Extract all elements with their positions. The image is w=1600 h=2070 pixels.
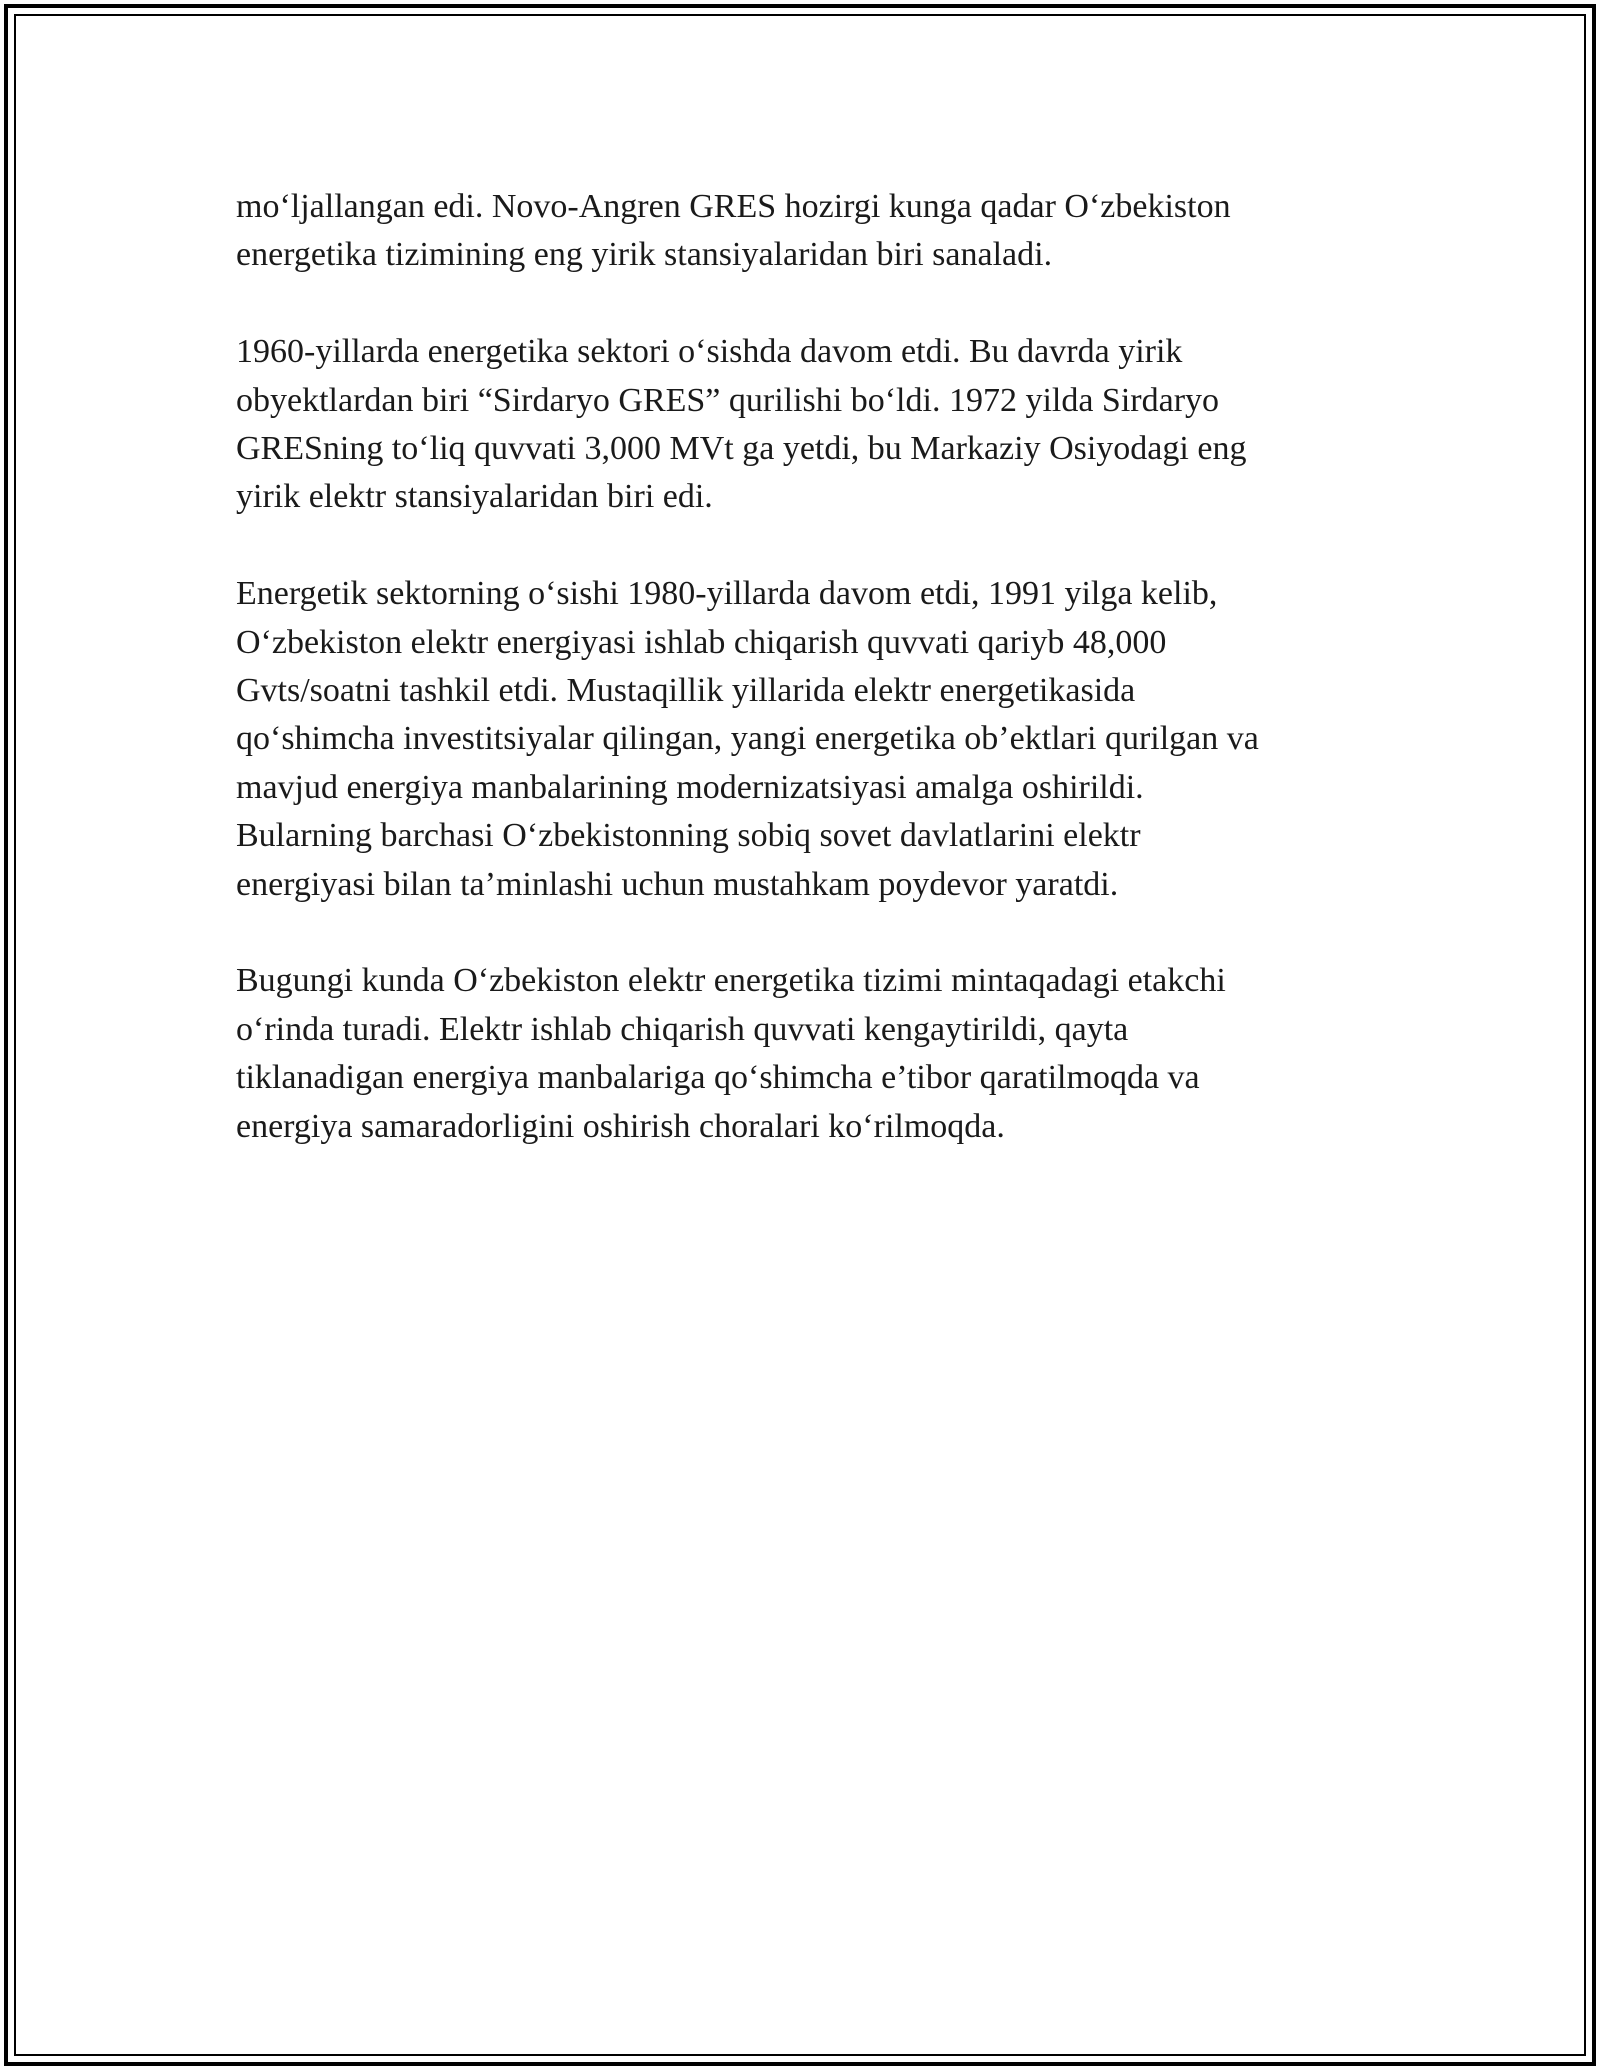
paragraph-1980s-growth: Energetik sektorning o‘sishi 1980-yillarda davom etdi, 1991 yilga kelib, O‘zbekiston elektr energiyasi ishlab chiqarish quvvati qariyb 48,000 Gvts/soatni tashkil etdi. Mustaqillik yillarida elektr energetikasida qo‘shimcha investitsiyalar qilingan, yangi energetika ob’ektlari qurilgan va mavjud energiya manbalarining modernizatsiyasi amalga oshirildi. Bularning barchasi O‘zbekistonning sobiq sovet davlatlarini elektr energiyasi bilan ta’minlashi uchun mustahkam poydevor yaratdi. — [236, 575, 1259, 903]
document-body — [236, 183, 1356, 1199]
paragraph-today: Bugungi kunda O‘zbekiston elektr energetika tizimi mintaqadagi etakchi o‘rinda turadi. Elektr ishlab chiqarish quvvati kengaytirildi, qayta tiklanadigan energiya manbalariga qo‘shimcha e’tibor qaratilmoqda va energiya samaradorligini oshirish choralari ko‘rilmoqda. — [236, 962, 1226, 1145]
paragraph-sirdaryo-gres: 1960-yillarda energetika sektori o‘sishda davom etdi. Bu davrda yirik obyektlardan biri “Sirdaryo GRES” qurilishi bo‘ldi. 1972 yilda Sirdaryo GRESning to‘liq quvvati 3,000 MVt ga yetdi, bu Markaziy Osiyodagi eng yirik elektr stansiyalaridan biri edi. — [236, 333, 1247, 516]
paragraph-novo-angren: mo‘ljallangan edi. Novo-Angren GRES hozirgi kunga qadar O‘zbekiston energetika tizimining eng yirik stansiyalaridan biri sanaladi. — [236, 188, 1231, 274]
